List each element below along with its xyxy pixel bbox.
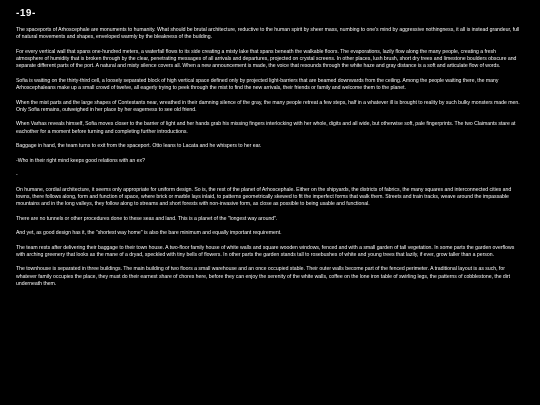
paragraph-6: Baggage in hand, the team turns to exit from the spaceport. Otto leans to Lacata and he whispers to her ear. bbox=[16, 143, 262, 150]
paragraph-4: When the mist parts and the large shapes of Contestants near, wreathed in their damning silence of the gray, the many people retreat a few steps, half in a whatever ill is brought to reality by such bulky monsters made men. Only Sofia remains, outweighed in her place by her eagerness to see old friend. bbox=[16, 99, 520, 113]
paragraph-1: The spaceports of Arhoscephale are monuments to humanity. What should be brutal architecture, reductive to the human spirit by sheer mass, numbing to one's mind by aggressive nothingness, it all is instead grandeur, full of natural movements and shapes, enveloped warmly by the bleakness of the building. bbox=[16, 27, 520, 41]
paragraph-3: Sofia is waiting on the thirty-third cell, a loosely separated block of high vertical space defined only by projected light-barriers that are beamed downwards from the ceiling. Among the people waiting there, the many Arhoscephaleans make up a small crowd of twelve, all eagerly trying to peek through the mist to find the new arrivals, their friends or family and welcome them to the planet. bbox=[16, 77, 499, 92]
paragraph-11: And yet, as good design has it, the "shortest way home" is also the bare minimum and equally important requirement. bbox=[16, 230, 282, 237]
paragraph-9: On humane, cordial architecture, it seems only appropriate for uniform design. So is, the rest of the planet of Arhoscephale. Either on the shipyards, the districts of fabrics, the many squares and interconnected cities and towns, there follows along, form and function of space, where brick or marble lays inlaid, to patterns geometrically skewed to fit the imperfect forms that walk them. Streets and train tracks, weave around the impassable mountains and in the long valleys, they follow along to streams and short forests with non-invasive form, as close as possible to being usable and functional. bbox=[16, 186, 512, 208]
paragraph-2: For every vertical wall that spans one-hundred meters, a waterfall flows to its side creating a misty lake that spans beneath the walkable floors. The evaporations, lazily flow along the many people, creating a fresh atmosphere of humidity that is broken through by the clear, penetrating messages of all arrivals and departures, projected on crystal screens. In other places, lush brush, short dry trees and limestone boulders obscure and separate different parts of the port. A natural and misty silence covers all. When a new announcement is made, the voice that resounds through the white haze and gray distance is a soft and articulate flow of words. bbox=[16, 48, 517, 70]
chapter-number: -19- bbox=[16, 8, 36, 19]
paragraph-12: The team rests after delivering their baggage to their town house. A two-floor family house of white walls and square wooden windows, fenced and with a small garden of tall vegetation. In some parts the garden overflows with arching greenery that looks as the mane of a dryad, speckled with tiny bells of flowers. In other parts the garden stands tall to rosebushes of white and young trees that lazily, if ever, grow taller than a person. bbox=[16, 244, 515, 258]
paragraph-5: When Varhas reveals himself, Sofia moves closer to the barrier of light and her hands grab his missing fingers interlocking with her whole, digits and all wide, but otherwise soft, pale fingerprints. The two Claimants stare at eachother for a moment before turning and completing further introductions. bbox=[16, 121, 516, 135]
paragraph-13: The townhouse is separated in three buildings. The main building of two floors a small warehouse and an once occupied stable. Their outer walls become part of the fenced perimeter. A traditional layout is as such, for whatever family occupies the place, they must do their earnest share of chores here, before they can enjoy the serenity of the white walls, coffee on the lone iron table of swirling legs, the patterns of cobblestone, the dirt underneath them. bbox=[16, 266, 511, 288]
paragraph-10: There are no tunnels or other procedures done to these seas and land. This is a planet of the "longest way around". bbox=[16, 215, 278, 222]
section-break: - bbox=[16, 172, 18, 179]
dialogue-line: -Who in their right mind keeps good relations with an ex? bbox=[16, 157, 145, 164]
